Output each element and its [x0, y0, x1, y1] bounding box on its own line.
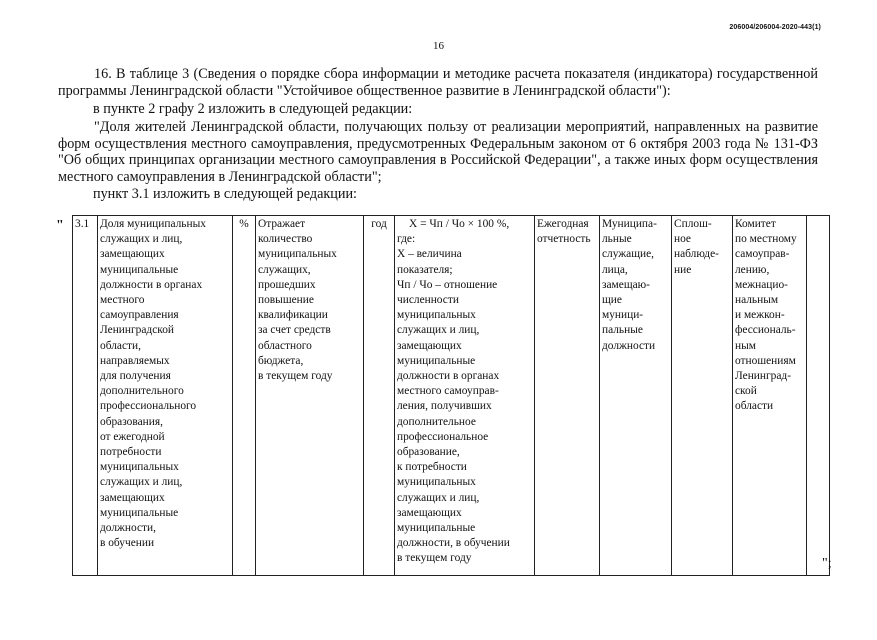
cell-unit: %: [233, 216, 256, 576]
indicator-table: [72, 215, 830, 576]
cell-responsible: Комитет по местному самоуправ- лению, межнацио- нальным и межкон- фессиональ- ным отношениям Ленинград- ской области: [733, 216, 807, 576]
cell-method: Сплош- ное наблюде- ние: [672, 216, 733, 576]
cell-formula: [395, 216, 535, 576]
cell-indicator: Доля муниципальных служащих и лиц, замещающих муниципальные должности в органах местного самоуправления Ленинградской области, направляемых для получения дополнительного профессионального образования, от ежегодной потребности муниципальных служащих и лиц, замещающих муниципальные должности, в обучении: [98, 216, 233, 576]
page-number: 16: [433, 40, 444, 52]
table-row: [73, 216, 830, 576]
closing-quote: ";: [822, 556, 832, 571]
formula-explanation: где: X – величина показателя; Чп / Чо – отношение численности муниципальных служащих и лиц, замещающих муниципальные должности в органах местного самоуправ- ления, получивших дополнительное профессиональное образование, к потребности муниципальных служащих и лиц, замещающих муниципальные должности, в обучении в текущем году: [397, 233, 510, 565]
item-31-intro: пункт 3.1 изложить в следующей редакции:: [93, 186, 357, 202]
opening-quote: ": [56, 218, 64, 233]
cell-empty: [807, 216, 830, 576]
document-number: 206004/206004-2020-443(1): [729, 24, 821, 31]
paragraph-16: 16. В таблице 3 (Сведения о порядке сбора информации и методике расчета показателя (индикатора) государственной программы Ленинградской области "Устойчивое общественное развитие в Ленинградской области"):: [58, 66, 818, 99]
item-2-intro: в пункте 2 графу 2 изложить в следующей редакции:: [93, 101, 413, 117]
cell-population: Муниципа- льные служащие, лица, замещаю- щие муници- пальные должности: [600, 216, 672, 576]
cell-period: год: [364, 216, 395, 576]
cell-description: Отражает количество муниципальных служащих, прошедших повышение квалификации за счет средств областного бюджета, в текущем году: [256, 216, 364, 576]
cell-frequency: Ежегодная отчетность: [535, 216, 600, 576]
item-2-text: "Доля жителей Ленинградской области, получающих пользу от реализации мероприятий, направленных на развитие форм осуществления местного самоуправления, предусмотренных Федеральным законом от 6 октября 2003 года № 131-ФЗ "Об общих принципах организации местного самоуправления в Российской Федерации", а также иных форм осуществления местного самоуправления в Ленинградской области";: [58, 119, 818, 185]
formula: X = Чп / Чо × 100 %,: [409, 218, 510, 230]
cell-number: 3.1: [73, 216, 98, 576]
